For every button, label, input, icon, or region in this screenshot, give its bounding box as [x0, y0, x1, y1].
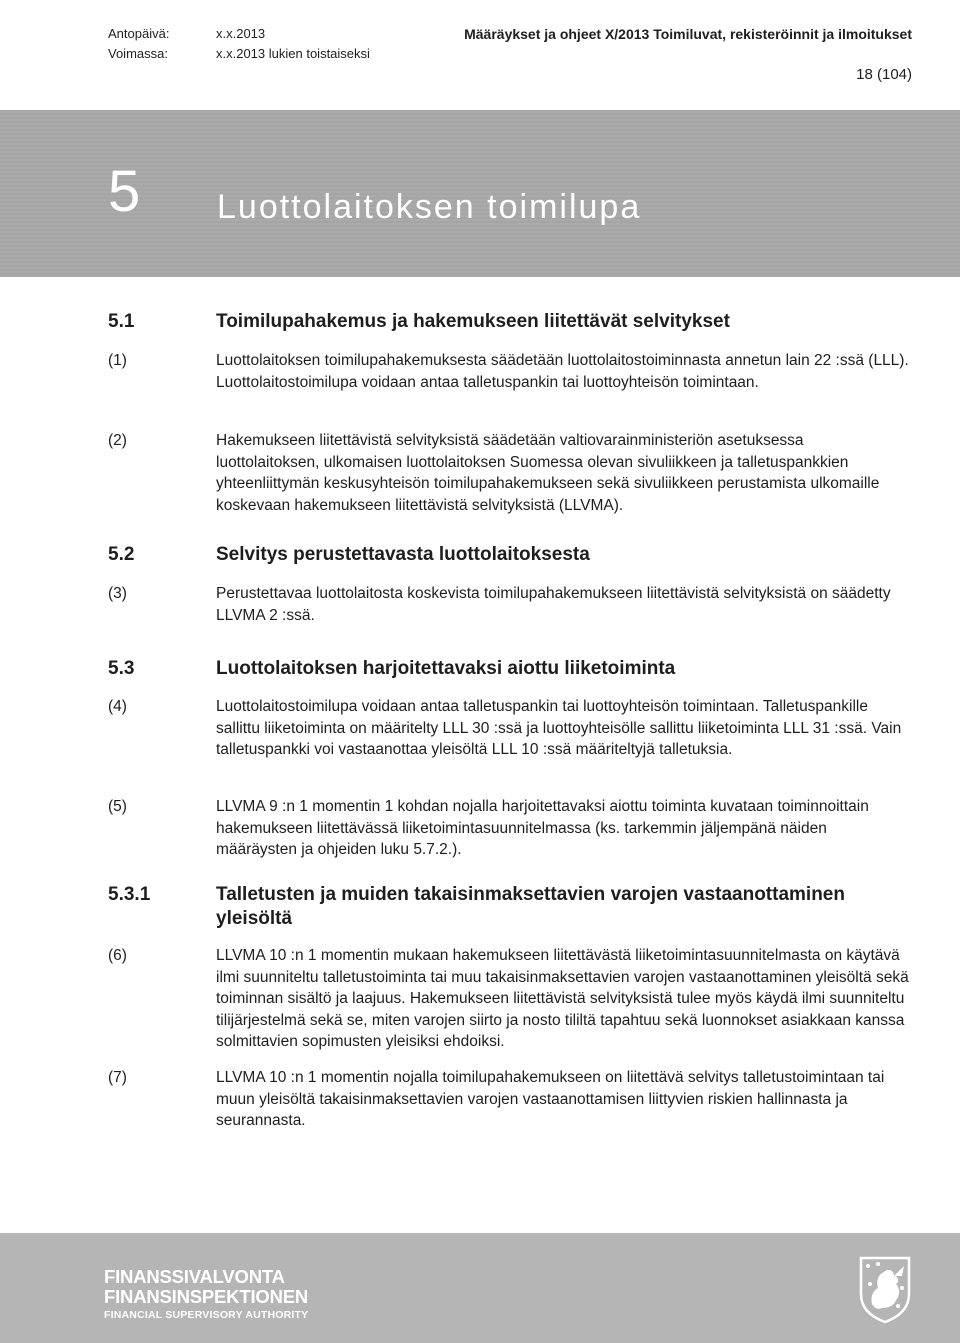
section-title: Luottolaitoksen harjoitettavaksi aiottu liiketoiminta [216, 658, 676, 679]
paragraph-number: (4) [108, 698, 127, 715]
document-title: Määräykset ja ohjeet X/2013 Toimiluvat, rekisteröinnit ja ilmoitukset [464, 26, 912, 42]
section-number: 5.2 [108, 544, 135, 565]
header-label-date: Antopäivä: [108, 26, 170, 41]
section-title: Selvitys perustettavasta luottolaitoksesta [216, 544, 590, 565]
paragraph-number: (6) [108, 947, 127, 964]
paragraph-text: Luottolaitoksen toimilupahakemuksesta säädetään luottolaitostoiminnasta annetun lain 22 :ssä (LLL). Luottolaitostoimilupa voidaan antaa talletuspankin tai luottoyhteisön toimintaan. [216, 352, 909, 391]
section-number: 5.3 [108, 658, 135, 679]
paragraph-text: Perustettavaa luottolaitosta koskevista toimilupahakemukseen liitettävistä selvityksistä on säädetty LLVMA 2 :ssä. [216, 585, 891, 624]
header-label-valid: Voimassa: [108, 46, 168, 61]
paragraph-text: LLVMA 10 :n 1 momentin mukaan hakemukseen liitettävästä liiketoimintasuunnitelmasta on käytävä ilmi suunniteltu talletustoiminta tai muu takaisinmaksettavien varojen vastaanottaminen yleisöltä sekä toiminnan sisältö ja laajuus. Hakemukseen liitettävistä selvityksistä tulee myös käydä ilmi suunniteltu tilijärjestelmä sekä se, miten varojen siirto ja nosto tililtä tapahtuu sekä luonnokset asiakkaan kanssa solmittavien sopimusten yleisiksi ehdoiksi. [216, 947, 909, 1050]
brand-name-english: FINANCIAL SUPERVISORY AUTHORITY [104, 1309, 309, 1321]
paragraph-number: (7) [108, 1069, 127, 1086]
page-number: 18 (104) [856, 66, 912, 83]
paragraph-number: (1) [108, 352, 127, 369]
section-number: 5.1 [108, 311, 135, 332]
section-title: Talletusten ja muiden takaisinmaksettavien varojen vastaanottaminen yleisöltä [216, 884, 845, 929]
brand-name-swedish: FINANSINSPEKTIONEN [104, 1286, 309, 1307]
header-value-valid: x.x.2013 lukien toistaiseksi [216, 46, 370, 61]
paragraph-number: (5) [108, 798, 127, 815]
paragraph-text: Luottolaitostoimilupa voidaan antaa talletuspankin tai luottoyhteisön toimintaan. Talletuspankille sallittu liiketoiminta on määritelty LLL 30 :ssä ja luottoyhteisölle sallittu liiketoiminta LLL 31 :ssä. Vain talletuspankki voi vastaanottaa yleisöltä LLL 10 :ssä määriteltyjä talletuksia. [216, 698, 902, 758]
paragraph-number: (3) [108, 585, 127, 602]
chapter-number: 5 [108, 159, 141, 224]
paragraph-number: (2) [108, 432, 127, 449]
paragraph-text: LLVMA 9 :n 1 momentin 1 kohdan nojalla harjoitettavaksi aiottu toiminta kuvataan toiminnoittain hakemukseen liitettävässä liiketoimintasuunnitelmassa (ks. tarkemmin jäljempänä näiden määräysten ja ohjeiden luku 5.7.2.). [216, 798, 869, 858]
paragraph-text: LLVMA 10 :n 1 momentin nojalla toimilupahakemukseen on liitettävä selvitys talletustoimintaan tai muun yleisöltä takaisinmaksettavien varojen vastaanottamisen liittyvien riskien hallinnasta ja seurannasta. [216, 1069, 885, 1129]
brand-name-finnish: FINANSSIVALVONTA [104, 1266, 285, 1287]
header-value-date: x.x.2013 [216, 26, 266, 41]
section-number: 5.3.1 [108, 884, 151, 905]
lion-coat-of-arms-icon [858, 1254, 912, 1324]
paragraph-text: Hakemukseen liitettävistä selvityksistä säädetään valtiovarainministeriön asetuksessa luottolaitoksen, ulkomaisen luottolaitoksen Suomessa olevan sivuliikkeen ja talletuspankkien yhteenliittymän keskusyhteisön toimilupahakemukseen sekä sivuliikkeen perustamista ulkomaille koskevaan hakemukseen liitettävistä selvityksistä (LLVMA). [216, 432, 880, 514]
section-title: Toimilupahakemus ja hakemukseen liitettävät selvitykset [216, 311, 730, 332]
chapter-title: Luottolaitoksen toimilupa [217, 188, 642, 226]
